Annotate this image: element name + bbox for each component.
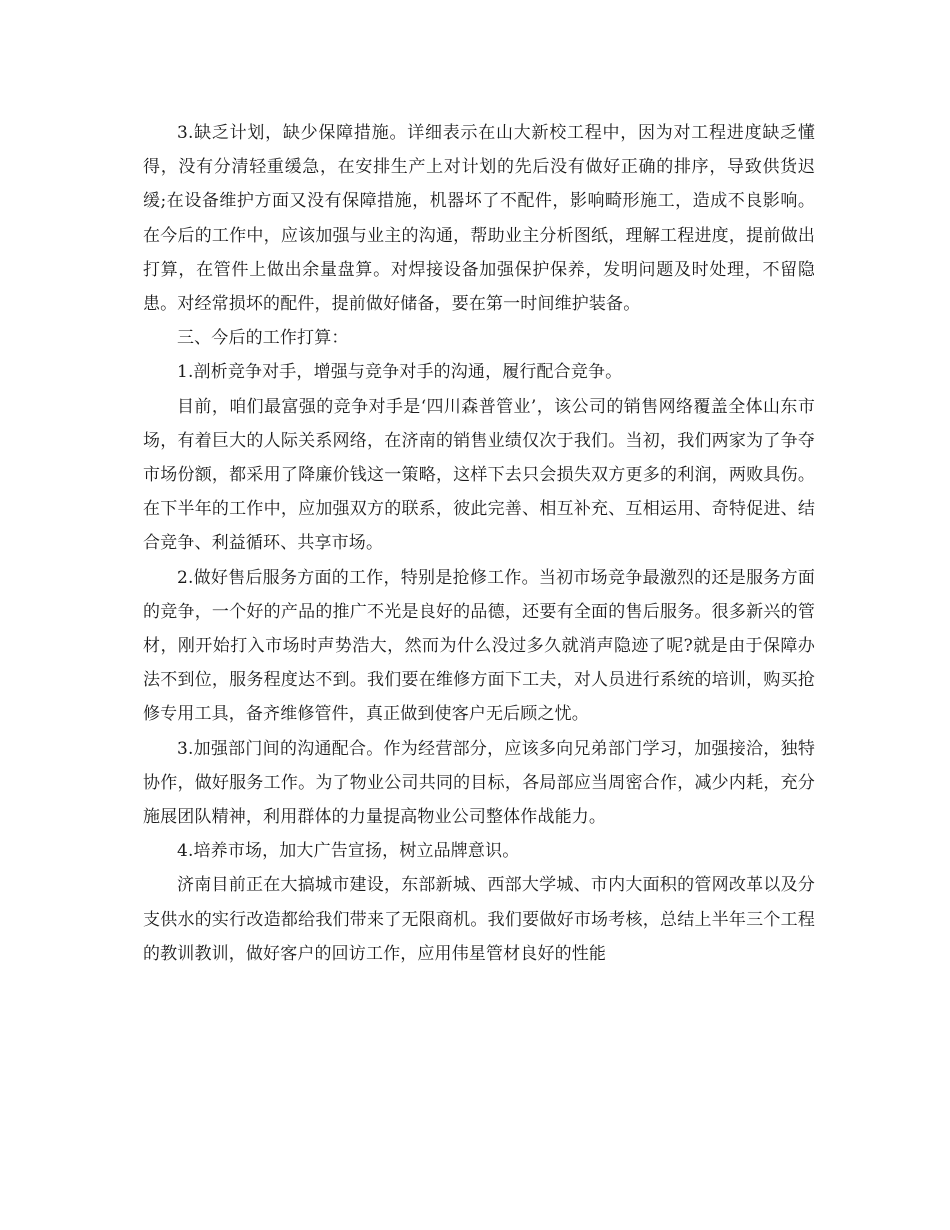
document-body xyxy=(143,116,815,971)
paragraph-after-sales-service: 2.做好售后服务方面的工作，特别是抢修工作。当初市场竞争最激烈的还是服务方面的竞争，一个好的产品的推广不光是良好的品德，还要有全面的售后服务。很多新兴的管材，刚开始打入市场时声势浩大，然而为什么没过多久就消声隐迹了呢?就是由于保障办法不到位，服务程度达不到。我们要在维修方面下工夫，对人员进行系统的培训，购买抢修专用工具，备齐维修管件，真正做到使客户无后顾之忧。 xyxy=(143,567,815,725)
paragraph-planning-issues: 3.缺乏计划，缺少保障措施。详细表示在山大新校工程中，因为对工程进度缺乏懂得，没有分清轻重缓急，在安排生产上对计划的先后没有做好正确的排序，导致供货迟缓;在设备维护方面又没有保障措施，机器坏了不配件，影响畸形施工，造成不良影响。在今后的工作中，应该加强与业主的沟通，帮助业主分析图纸，理解工程进度，提前做出打算，在管件上做出余量盘算。对焊接设备加强保护保养，发明问题及时处理，不留隐患。对经常损坏的配件，提前做好储备，要在第一时间维护装备。 xyxy=(143,123,815,315)
section-heading-future-plans: 三、今后的工作打算： xyxy=(177,328,349,349)
paragraph-main-competitor: 目前，咱们最富强的竞争对手是‘四川森普管业’，该公司的销售网络覆盖全体山东市场，有着巨大的人际关系网络，在济南的销售业绩仅次于我们。当初，我们两家为了争夺市场份额，都采用了降廉价钱这一策略，这样下去只会损失双方更多的利润，两败具伤。在下半年的工作中，应加强双方的联系，彼此完善、相互补充、互相运用、奇特促进、结合竞争、利益循环、共享市场。 xyxy=(143,396,815,554)
paragraph-department-cooperation: 3.加强部门间的沟通配合。作为经营部分，应该多向兄弟部门学习，加强接洽，独特协作，做好服务工作。为了物业公司共同的目标，各局部应当周密合作，减少内耗，充分施展团队精神，利用群体的力量提高物业公司整体作战能力。 xyxy=(143,738,815,828)
paragraph-jinan-opportunities: 济南目前正在大搞城市建设，东部新城、西部大学城、市内大面积的管网改革以及分支供水的实行改造都给我们带来了无限商机。我们要做好市场考核，总结上半年三个工程的教训教训，做好客户的回访工作，应用伟星管材良好的性能 xyxy=(143,875,815,964)
paragraph-competitor-analysis: 1.剖析竞争对手，增强与竞争对手的沟通，履行配合竞争。 xyxy=(177,362,623,383)
paragraph-market-cultivation: 4.培养市场，加大广告宣扬，树立品牌意识。 xyxy=(177,841,520,862)
